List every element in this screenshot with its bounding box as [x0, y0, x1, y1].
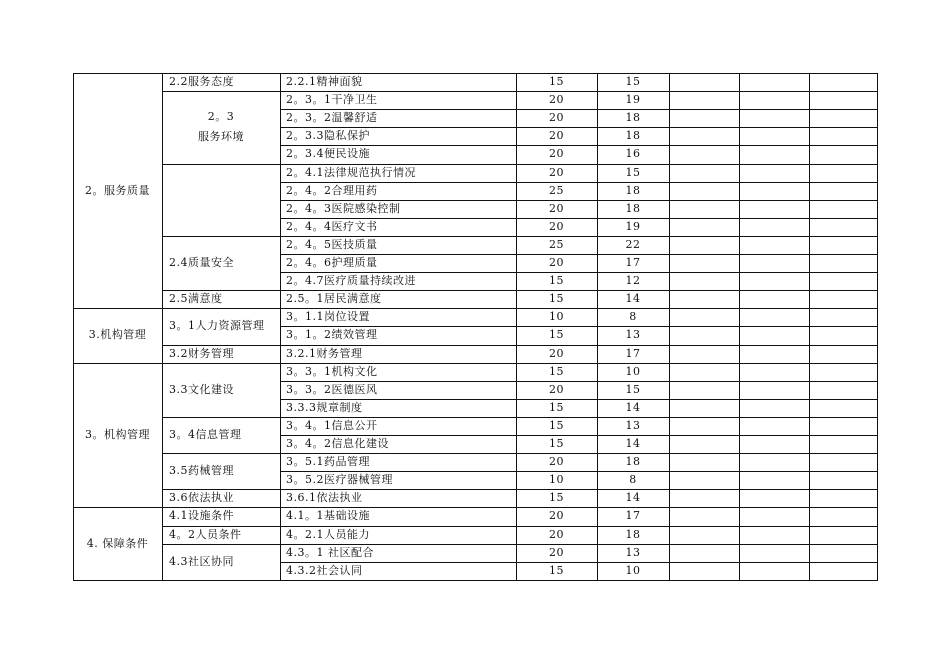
standard-score: 20	[549, 93, 564, 107]
item-label: 3。3。2医德医风	[286, 382, 378, 396]
item-label: 4.1。1基础设施	[286, 509, 370, 523]
standard-score: 20	[549, 509, 564, 523]
item-label: 3.2.1财务管理	[286, 346, 363, 360]
row-rule-28	[73, 580, 878, 581]
category-label: 2。服务质量	[85, 183, 150, 197]
subcategory-label: 3.3文化建设	[169, 382, 234, 396]
actual-score: 15	[625, 382, 641, 396]
standard-score: 25	[549, 237, 564, 251]
row-rule-3	[280, 127, 878, 128]
column-rule-5	[669, 73, 670, 581]
item-label: 4.3.2社会认同	[286, 563, 363, 577]
actual-score: 18	[625, 129, 641, 143]
actual-score: 14	[625, 437, 641, 451]
standard-score: 20	[549, 201, 564, 215]
standard-score: 15	[549, 418, 564, 432]
actual-score: 19	[625, 219, 641, 233]
subcategory-label: 3.2财务管理	[169, 346, 234, 360]
column-rule-1	[162, 73, 163, 581]
subcategory-label: 2.5满意度	[169, 292, 223, 306]
item-label: 3。5.1药品管理	[286, 455, 370, 469]
item-label: 3。3。1机构文化	[286, 364, 378, 378]
subcategory-label: 3。4信息管理	[169, 428, 242, 441]
item-label: 4.3。1 社区配合	[286, 545, 374, 559]
row-rule-0	[73, 73, 878, 74]
category-label: 3.机构管理	[88, 328, 147, 342]
item-label: 2。4。4医疗文书	[286, 219, 378, 233]
standard-score: 20	[549, 165, 564, 179]
subcategory-label: 3.6依法执业	[169, 491, 234, 505]
actual-score: 8	[629, 473, 637, 487]
item-label: 3.3.3规章制度	[286, 400, 363, 414]
standard-score: 20	[549, 219, 564, 233]
row-rule-13	[73, 308, 878, 309]
item-label: 3。1。2绩效管理	[286, 328, 378, 342]
item-label: 2.2.1精神面貌	[286, 75, 363, 89]
standard-score: 15	[549, 75, 564, 89]
row-rule-24	[73, 507, 878, 508]
actual-score: 8	[629, 310, 637, 324]
row-rule-23	[162, 489, 878, 490]
standard-score: 15	[549, 328, 564, 342]
row-rule-10	[280, 254, 878, 255]
actual-score: 13	[625, 328, 641, 342]
standard-score: 20	[549, 545, 564, 559]
standard-score: 20	[549, 527, 564, 541]
actual-score: 10	[625, 563, 641, 577]
item-label: 2.5。1居民满意度	[286, 292, 382, 306]
actual-score: 18	[625, 527, 641, 541]
category-label: 3。机构管理	[85, 428, 150, 441]
standard-score: 15	[549, 292, 564, 306]
actual-score: 18	[625, 183, 641, 197]
standard-score: 15	[549, 400, 564, 414]
subcategory-label: 2。3 服务环境	[198, 110, 244, 144]
actual-score: 14	[625, 292, 641, 306]
item-label: 2。3.4便民设施	[286, 147, 370, 161]
row-rule-22	[280, 471, 878, 472]
standard-score: 20	[549, 129, 564, 143]
subcategory-label: 3.5药械管理	[169, 464, 234, 478]
item-label: 2。3.3隐私保护	[286, 129, 370, 143]
row-rule-11	[280, 272, 878, 273]
standard-score: 20	[549, 147, 564, 161]
actual-score: 13	[625, 418, 641, 432]
item-label: 4。2.1人员能力	[286, 527, 370, 541]
actual-score: 18	[625, 111, 641, 125]
column-rule-2	[280, 73, 281, 581]
actual-score: 15	[625, 75, 641, 89]
standard-score: 20	[549, 455, 564, 469]
actual-score: 19	[625, 93, 641, 107]
row-rule-21	[162, 453, 878, 454]
actual-score: 12	[625, 274, 641, 288]
actual-score: 17	[625, 346, 641, 360]
item-label: 3。1.1岗位设置	[286, 310, 370, 324]
standard-score: 15	[549, 364, 564, 378]
row-rule-2	[280, 109, 878, 110]
row-rule-9	[162, 236, 878, 237]
item-label: 2。4.1法律规范执行情况	[286, 165, 416, 179]
item-label: 2。4。3医院感染控制	[286, 201, 401, 215]
standard-score: 20	[549, 346, 564, 360]
item-label: 2。4。2合理用药	[286, 183, 378, 197]
row-rule-14	[280, 326, 878, 327]
row-rule-4	[280, 145, 878, 146]
standard-score: 20	[549, 111, 564, 125]
actual-score: 10	[625, 364, 641, 378]
item-label: 2。3。1干净卫生	[286, 93, 378, 107]
column-rule-8	[877, 73, 878, 581]
actual-score: 16	[625, 147, 641, 161]
standard-score: 15	[549, 437, 564, 451]
actual-score: 18	[625, 201, 641, 215]
actual-score: 22	[625, 237, 641, 251]
actual-score: 15	[625, 165, 641, 179]
standard-score: 20	[549, 382, 564, 396]
actual-score: 17	[625, 509, 641, 523]
column-rule-7	[809, 73, 810, 581]
subcategory-label: 4.3社区协同	[169, 554, 234, 568]
column-rule-6	[739, 73, 740, 581]
subcategory-label: 4。2人员条件	[169, 527, 242, 541]
standard-score: 20	[549, 256, 564, 270]
item-label: 2。4。5医技质量	[286, 237, 378, 251]
row-rule-1	[162, 91, 878, 92]
actual-score: 14	[625, 400, 641, 414]
standard-score: 15	[549, 274, 564, 288]
item-label: 2。3。2温馨舒适	[286, 111, 378, 125]
row-rule-8	[280, 218, 878, 219]
row-rule-20	[280, 435, 878, 436]
row-rule-19	[162, 417, 878, 418]
row-rule-18	[280, 399, 878, 400]
standard-score: 15	[549, 563, 564, 577]
item-label: 3。4。1信息公开	[286, 418, 378, 432]
subcategory-label: 3。1人力资源管理	[169, 319, 265, 333]
subcategory-label: 2.4质量安全	[169, 256, 234, 270]
item-label: 3.6.1依法执业	[286, 491, 363, 505]
actual-score: 18	[625, 455, 641, 469]
standard-score: 15	[549, 491, 564, 505]
column-rule-0	[73, 73, 74, 581]
subcategory-label: 4.1设施条件	[169, 509, 234, 523]
standard-score: 25	[549, 183, 564, 197]
actual-score: 14	[625, 491, 641, 505]
subcategory-label: 2.2服务态度	[169, 75, 234, 89]
item-label: 2。4。6护理质量	[286, 256, 378, 270]
item-label: 3。5.2医疗器械管理	[286, 473, 393, 487]
category-label: 4. 保障条件	[86, 536, 149, 550]
standard-score: 10	[549, 310, 564, 324]
actual-score: 13	[625, 545, 641, 559]
row-rule-12	[162, 290, 878, 291]
item-label: 3。4。2信息化建设	[286, 437, 389, 451]
item-label: 2。4.7医疗质量持续改进	[286, 274, 416, 288]
actual-score: 17	[625, 256, 641, 270]
standard-score: 10	[549, 473, 564, 487]
